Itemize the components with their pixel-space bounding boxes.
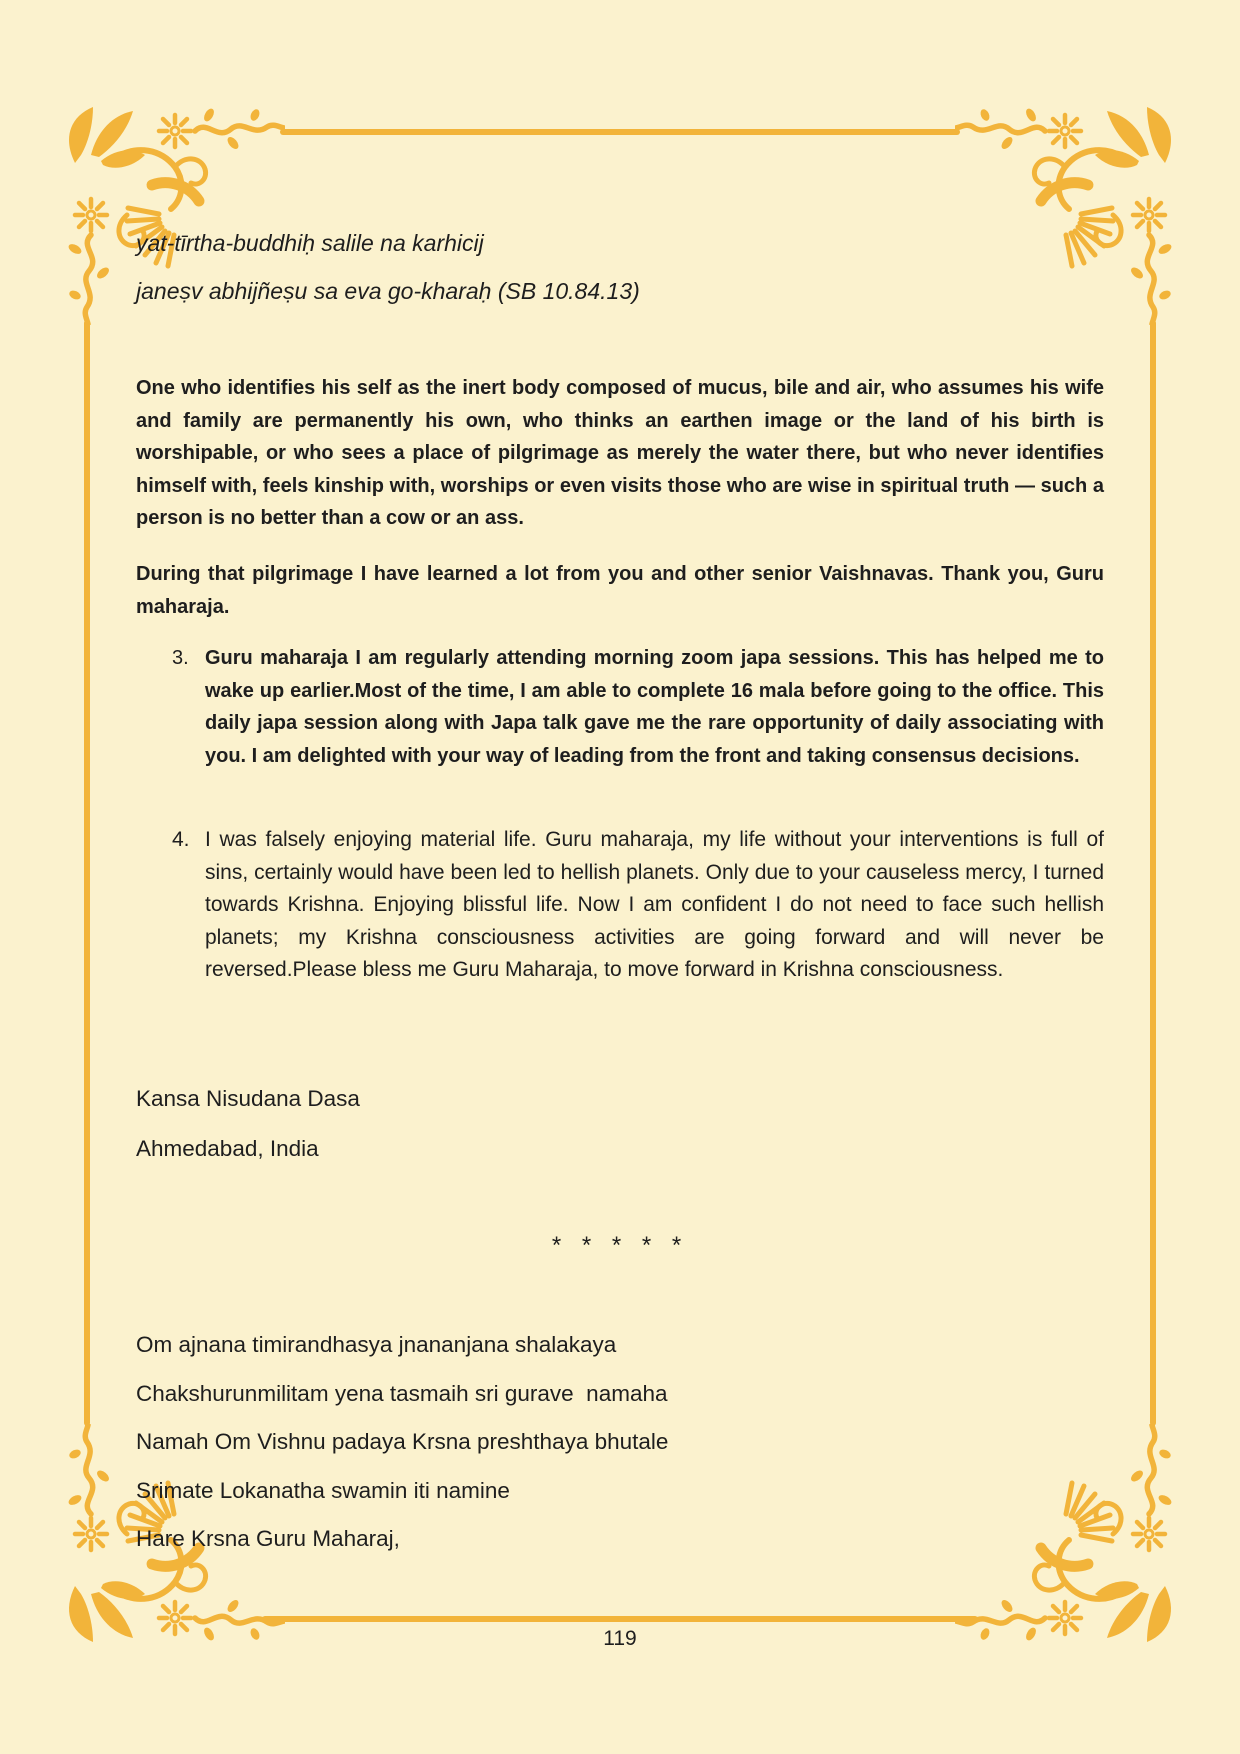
- closing-verse-line: Srimate Lokanatha swamin iti namine: [136, 1477, 510, 1503]
- closing-verse-line: Hare Krsna Guru Maharaj,: [136, 1526, 400, 1551]
- asterisk-separator: * * * * *: [551, 1232, 689, 1259]
- list-item-number: 3.: [172, 647, 189, 669]
- border-line-bottom: [262, 1616, 978, 1622]
- list-item-3: [172, 642, 1104, 772]
- closing-verse-line: Om ajnana timirandhasya jnananjana shalakaya: [136, 1332, 617, 1357]
- sanskrit-verse-line-2: janeṣv abhijñeṣu sa eva go-kharaḥ (SB 10.84.13): [136, 278, 640, 304]
- gratitude-paragraph: During that pilgrimage I have learned a lot from you and other senior Vaishnavas. Thank you, Guru maharaja.: [136, 563, 1104, 618]
- list-item-number: 4.: [172, 828, 190, 851]
- page-number: 119: [603, 1627, 637, 1650]
- list-item-text: Guru maharaja I am regularly attending morning zoom japa sessions. This has helped me to wake up earlier.Most of the time, I am able to complete 16 mala before going to the office. This daily japa session along with Japa talk gave me the rare opportunity of daily associating with you. I am delighted with your way of leading from the front and taking consensus decisions.: [205, 647, 1104, 767]
- verse-translation-paragraph: One who identifies his self as the inert body composed of mucus, bile and air, who assumes his wife and family are permanently his own, who thinks an earthen image or the land of his birth is worshipable, or who sees a place of pilgrimage as merely the water there, but who never identifies himself with, feels kinship with, worships or even visits those who are wise in spiritual truth — such a person is no better than a cow or an ass.: [136, 377, 1104, 529]
- border-line-right: [1150, 320, 1156, 1426]
- corner-flourish-icon: [955, 97, 1183, 325]
- sanskrit-verse-line-1: yat-tīrtha-buddhiḥ salile na karhicij: [136, 230, 484, 256]
- closing-verse-line: Chakshurunmilitam yena tasmaih sri gurave namaha: [136, 1380, 668, 1406]
- closing-verse: [136, 1332, 1104, 1575]
- border-line-top: [280, 129, 960, 135]
- list-item-4: [172, 824, 1104, 987]
- signature-location: Ahmedabad, India: [136, 1136, 319, 1161]
- closing-verse-line: Namah Om Vishnu padaya Krsna preshthaya bhutale: [136, 1429, 669, 1454]
- list-item-text: I was falsely enjoying material life. Guru maharaja, my life without your interventions is full of sins, certainly would have been led to hellish planets. Only due to your causeless mercy, I turned towards Krishna. Enjoying blissful life. Now I am confident I do not need to face such hellish planets; my Krishna consciousness activities are going forward and will never be reversed.Please bless me Guru Maharaja, to move forward in Krishna consciousness.: [205, 828, 1104, 981]
- border-line-left: [84, 320, 90, 1426]
- signature-name: Kansa Nisudana Dasa: [136, 1086, 360, 1111]
